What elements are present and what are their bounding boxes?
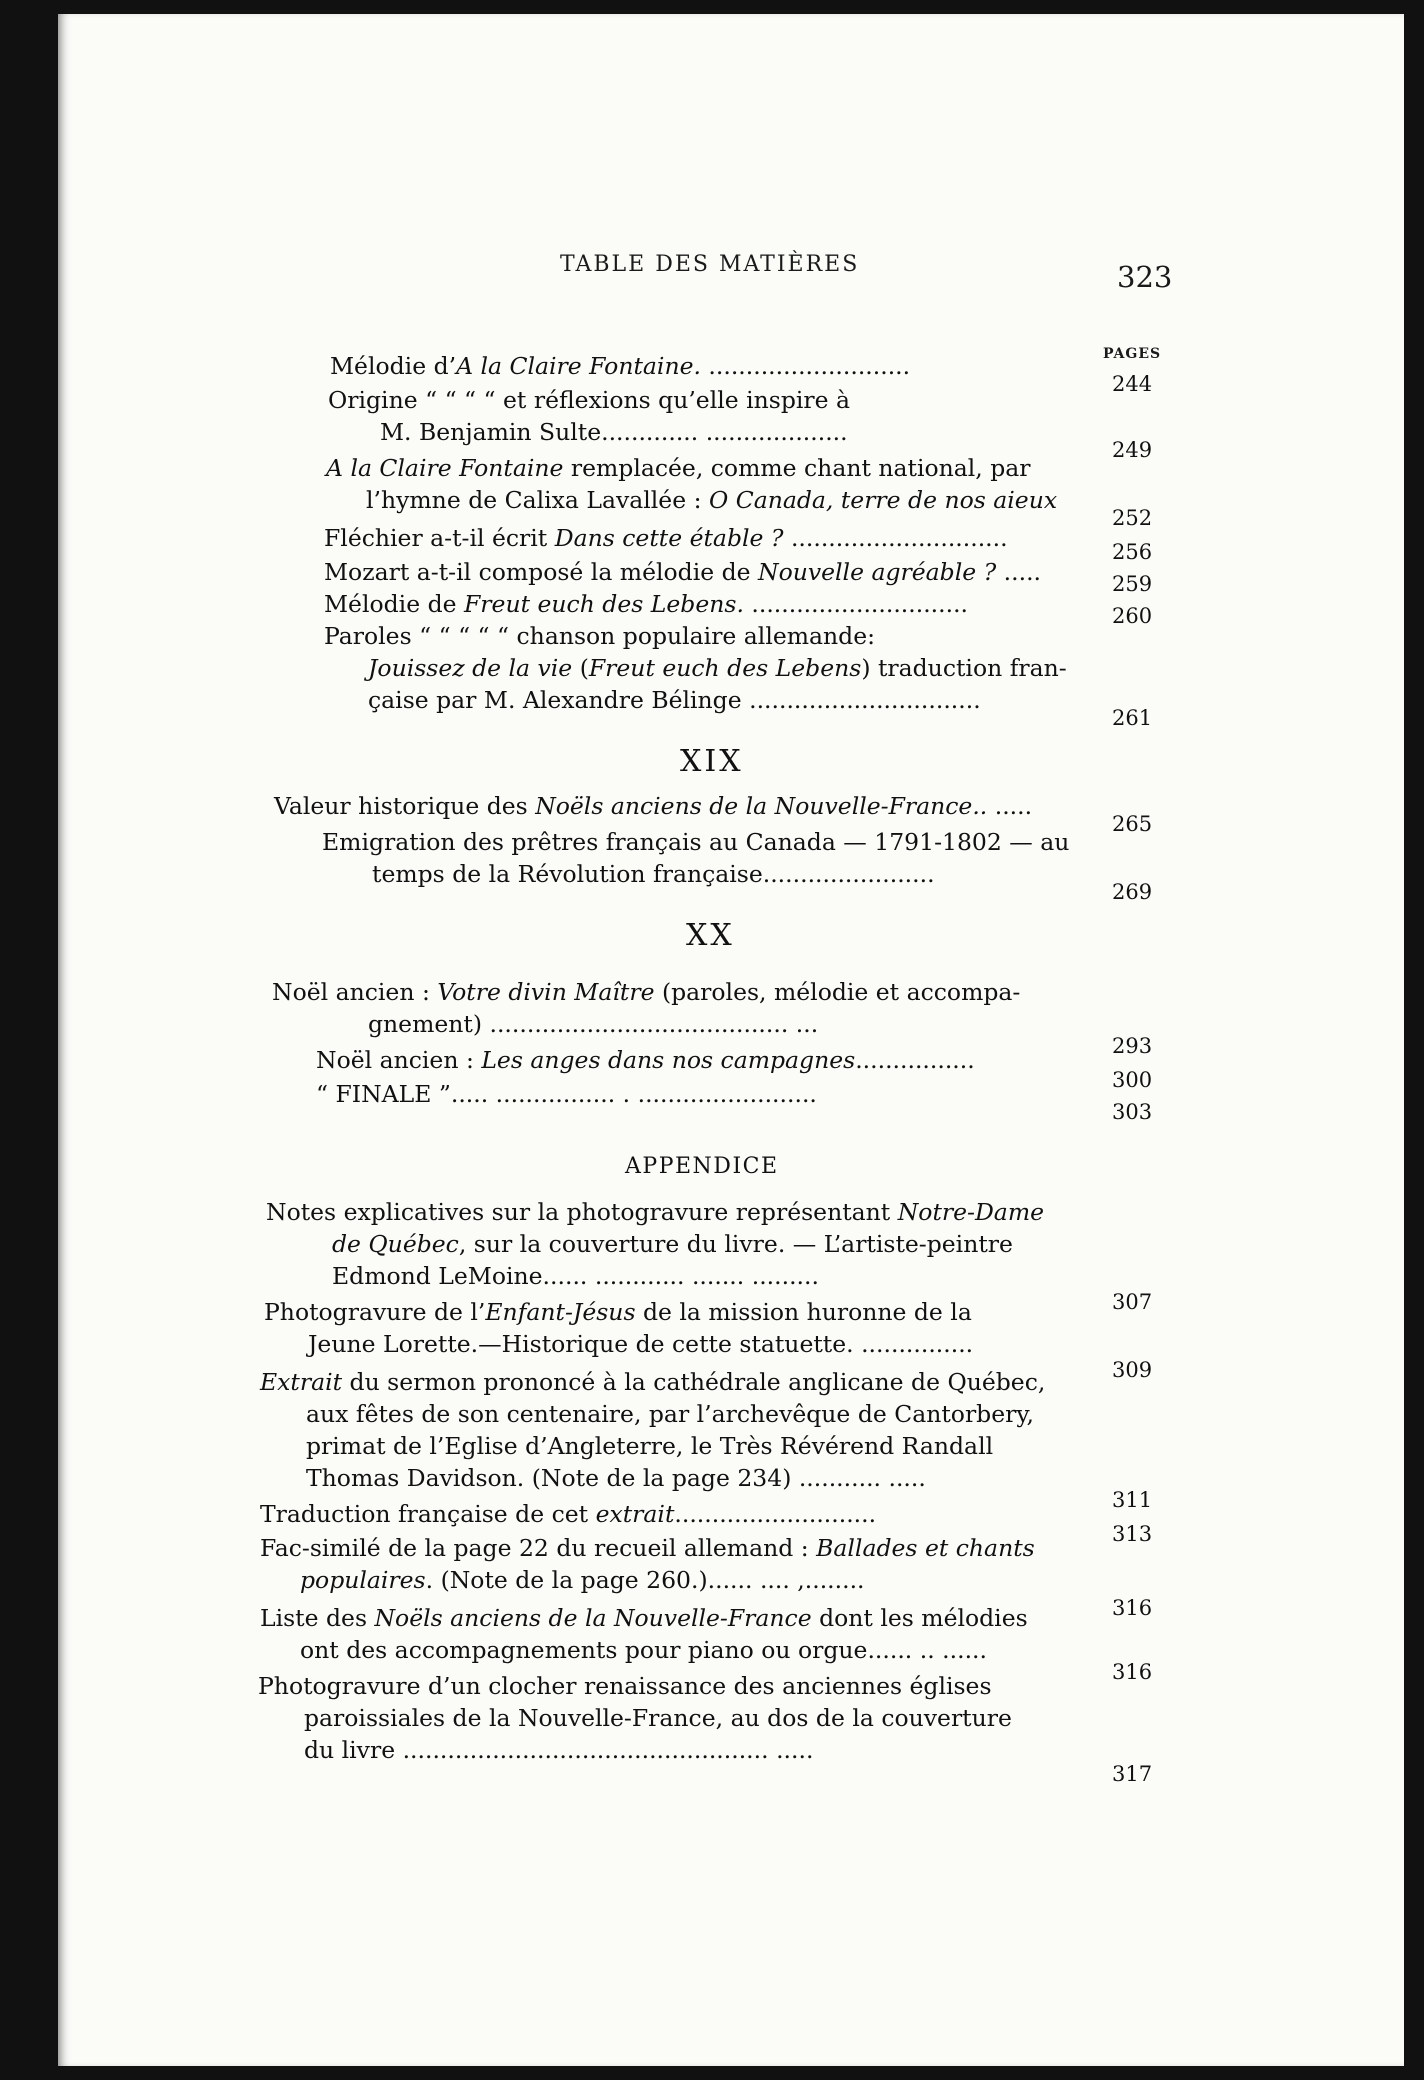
toc-entry — [322, 826, 1069, 890]
toc-entry-line — [260, 1366, 1045, 1398]
entry-text: aux fêtes de son centenaire, par l’archevêque de Cantorbery, — [306, 1400, 1034, 1428]
toc-page-number: 249 — [1112, 438, 1153, 462]
entry-text: Noël ancien : — [272, 978, 438, 1006]
toc-entry — [330, 350, 910, 382]
toc-page-number: 316 — [1112, 1596, 1153, 1620]
toc-page-number: 293 — [1112, 1034, 1153, 1058]
entry-text: ( — [572, 654, 589, 682]
entry-text: ........................... — [700, 352, 911, 380]
entry-text: ............................. — [743, 590, 969, 618]
toc-entry — [328, 384, 850, 448]
toc-entry-line — [326, 484, 1057, 516]
entry-text: primat de l’Eglise d’Angleterre, le Très Révérend Randall — [306, 1432, 994, 1460]
entry-text: du sermon prononcé à la cathédrale anglicane de Québec, — [342, 1368, 1046, 1396]
toc-entry-line — [258, 1702, 1012, 1734]
toc-entry — [266, 1196, 1044, 1292]
entry-text: Emigration des prêtres français au Canada — 1791-1802 — au — [322, 828, 1070, 856]
entry-text: Traduction française de cet — [260, 1500, 596, 1528]
entry-text: Edmond LeMoine...... ............ ....... ......... — [332, 1262, 819, 1290]
toc-entry-line — [258, 1670, 1012, 1702]
toc-entry — [260, 1532, 1035, 1596]
toc-page-number: 316 — [1112, 1660, 1153, 1684]
entry-text: Valeur historique des — [274, 792, 536, 820]
toc-entry — [260, 1366, 1045, 1494]
toc-entry-line — [260, 1602, 1028, 1634]
toc-entry-line — [260, 1564, 1035, 1596]
entry-text: Mélodie d’ — [330, 352, 457, 380]
toc-entry-line — [272, 1008, 1020, 1040]
entry-text: çaise par M. Alexandre Bélinge ............................... — [368, 686, 981, 714]
entry-text: paroissiales de la Nouvelle-France, au dos de la couverture — [304, 1704, 1012, 1732]
toc-entry — [274, 790, 1032, 822]
toc-entry-line — [330, 350, 910, 382]
toc-entry-line — [258, 1734, 1012, 1766]
toc-page-number: 260 — [1112, 604, 1153, 628]
toc-entry-line — [326, 452, 1057, 484]
running-header-title: TABLE DES MATIÈRES — [560, 252, 860, 277]
toc-entry-line — [264, 1328, 973, 1360]
italic-title: Dans cette étable ? — [554, 524, 784, 552]
entry-text: Noël ancien : — [316, 1046, 482, 1074]
toc-entry-line — [272, 976, 1020, 1008]
italic-title: O Canada, terre de nos aieux — [708, 486, 1058, 514]
italic-title: Freut euch des Lebens. — [464, 590, 744, 618]
toc-page-number: 300 — [1112, 1068, 1153, 1092]
entry-text: temps de la Révolution française....................... — [372, 860, 935, 888]
toc-entry-line — [260, 1430, 1045, 1462]
entry-text: ont des accompagnements pour piano ou orgue...... .. ...... — [300, 1636, 987, 1664]
entry-text: M. Benjamin Sulte............. ................... — [380, 418, 848, 446]
italic-title: Votre divin Maître — [437, 978, 655, 1006]
toc-entry — [260, 1498, 876, 1530]
toc-page-number: 259 — [1112, 572, 1153, 596]
entry-text: ................ — [855, 1046, 975, 1074]
pages-column-label: PAGES — [1103, 346, 1162, 362]
running-header-page-number: 323 — [1117, 260, 1173, 294]
entry-text: de la mission huronne de la — [635, 1298, 972, 1326]
toc-entry — [324, 556, 1041, 588]
toc-page-number: 252 — [1112, 506, 1153, 530]
toc-entry-line — [260, 1634, 1028, 1666]
toc-entry-line — [324, 620, 1067, 652]
toc-entry-line — [322, 826, 1069, 858]
toc-entry-line — [260, 1498, 876, 1530]
italic-title: A la Claire Fontaine — [326, 454, 564, 482]
toc-entry-line — [324, 556, 1041, 588]
toc-page-number: 303 — [1112, 1100, 1153, 1124]
toc-entry — [260, 1602, 1028, 1666]
italic-title: Enfant-Jésus — [485, 1298, 636, 1326]
toc-entry — [316, 1078, 817, 1110]
toc-entry-line — [266, 1260, 1044, 1292]
toc-entry-line — [260, 1398, 1045, 1430]
entry-text: Liste des — [260, 1604, 375, 1632]
toc-page-number: 317 — [1112, 1762, 1153, 1786]
appendix-heading: APPENDICE — [625, 1154, 779, 1179]
toc-entry-line — [328, 384, 850, 416]
italic-title: Extrait — [260, 1368, 343, 1396]
entry-text: ..... — [996, 558, 1042, 586]
toc-entry — [324, 522, 1008, 554]
entry-text: ..... — [987, 792, 1033, 820]
toc-entry-line — [324, 652, 1067, 684]
italic-title: Nouvelle agréable ? — [758, 558, 997, 586]
toc-entry-line — [260, 1462, 1045, 1494]
toc-page-number: 261 — [1112, 706, 1153, 730]
italic-title: Jouissez de la vie — [368, 654, 573, 682]
entry-text: Notes explicatives sur la photogravure représentant — [266, 1198, 898, 1226]
entry-text: Fléchier a-t-il écrit — [324, 524, 555, 552]
entry-text: Fac-similé de la page 22 du recueil allemand : — [260, 1534, 817, 1562]
toc-entry — [324, 588, 968, 620]
toc-page-number: 265 — [1112, 812, 1153, 836]
entry-text: Photogravure de l’ — [264, 1298, 486, 1326]
entry-text: Origine “ “ “ “ et réflexions qu’elle inspire à — [328, 386, 851, 414]
entry-text: du livre ................................................. ..... — [304, 1736, 814, 1764]
italic-title: Les anges dans nos campagnes — [481, 1046, 856, 1074]
italic-title: A la Claire Fontaine. — [456, 352, 701, 380]
toc-entry-line — [328, 416, 850, 448]
entry-text: , sur la couverture du livre. — L’artiste-peintre — [458, 1230, 1013, 1258]
section-heading-xix: XIX — [680, 744, 744, 779]
toc-entry-line — [274, 790, 1032, 822]
italic-title: populaires — [300, 1566, 426, 1594]
toc-entry — [316, 1044, 975, 1076]
entry-text: (paroles, mélodie et accompa- — [654, 978, 1021, 1006]
entry-text: Mélodie de — [324, 590, 464, 618]
entry-text: . (Note de la page 260.)...... .... ,........ — [425, 1566, 865, 1594]
toc-page-number: 256 — [1112, 540, 1153, 564]
toc-entry — [272, 976, 1020, 1040]
entry-text: gnement) ........................................ ... — [368, 1010, 819, 1038]
toc-entry — [258, 1670, 1012, 1766]
entry-text: ........................... — [674, 1500, 877, 1528]
toc-entry-line — [266, 1228, 1044, 1260]
entry-text: Thomas Davidson. (Note de la page 234) ........... ..... — [306, 1464, 926, 1492]
italic-title: Freut euch des Lebens — [588, 654, 862, 682]
entry-text: Photogravure d’un clocher renaissance des anciennes églises — [258, 1672, 992, 1700]
toc-entry-line — [266, 1196, 1044, 1228]
section-heading-xx: XX — [686, 918, 735, 953]
entry-text: Paroles “ “ “ “ “ chanson populaire allemande: — [324, 622, 876, 650]
toc-entry-line — [264, 1296, 973, 1328]
italic-title: de Québec — [332, 1230, 459, 1258]
toc-entry-line — [324, 684, 1067, 716]
toc-entry-line — [316, 1078, 817, 1110]
toc-page-number: 269 — [1112, 880, 1153, 904]
toc-page-number: 244 — [1112, 372, 1153, 396]
entry-text: l’hymne de Calixa Lavallée : — [366, 486, 709, 514]
toc-page-number: 307 — [1112, 1290, 1153, 1314]
toc-page-number: 313 — [1112, 1522, 1153, 1546]
italic-title: Notre-Dame — [897, 1198, 1045, 1226]
toc-entry-line — [324, 588, 968, 620]
toc-entry-line — [260, 1532, 1035, 1564]
toc-page-number: 311 — [1112, 1488, 1153, 1512]
entry-text: dont les mélodies — [811, 1604, 1028, 1632]
toc-entry-line — [322, 858, 1069, 890]
entry-text: ............................. — [783, 524, 1008, 552]
toc-entry-line — [316, 1044, 975, 1076]
entry-text: Mozart a-t-il composé la mélodie de — [324, 558, 759, 586]
italic-title: extrait — [595, 1500, 675, 1528]
toc-entry — [326, 452, 1057, 516]
entry-text: remplacée, comme chant national, par — [563, 454, 1031, 482]
italic-title: Ballades et chants — [816, 1534, 1035, 1562]
entry-text: “ FINALE ”..... ................ . ........................ — [316, 1080, 817, 1108]
toc-entry-line — [324, 522, 1008, 554]
entry-text: ) traduction fran- — [861, 654, 1067, 682]
toc-page-number: 309 — [1112, 1358, 1153, 1382]
toc-entry — [324, 620, 1067, 716]
entry-text: Jeune Lorette.—Historique de cette statuette. ............... — [308, 1330, 974, 1358]
italic-title: Noëls anciens de la Nouvelle-France — [374, 1604, 812, 1632]
italic-title: Noëls anciens de la Nouvelle-France.. — [535, 792, 988, 820]
toc-entry — [264, 1296, 973, 1360]
